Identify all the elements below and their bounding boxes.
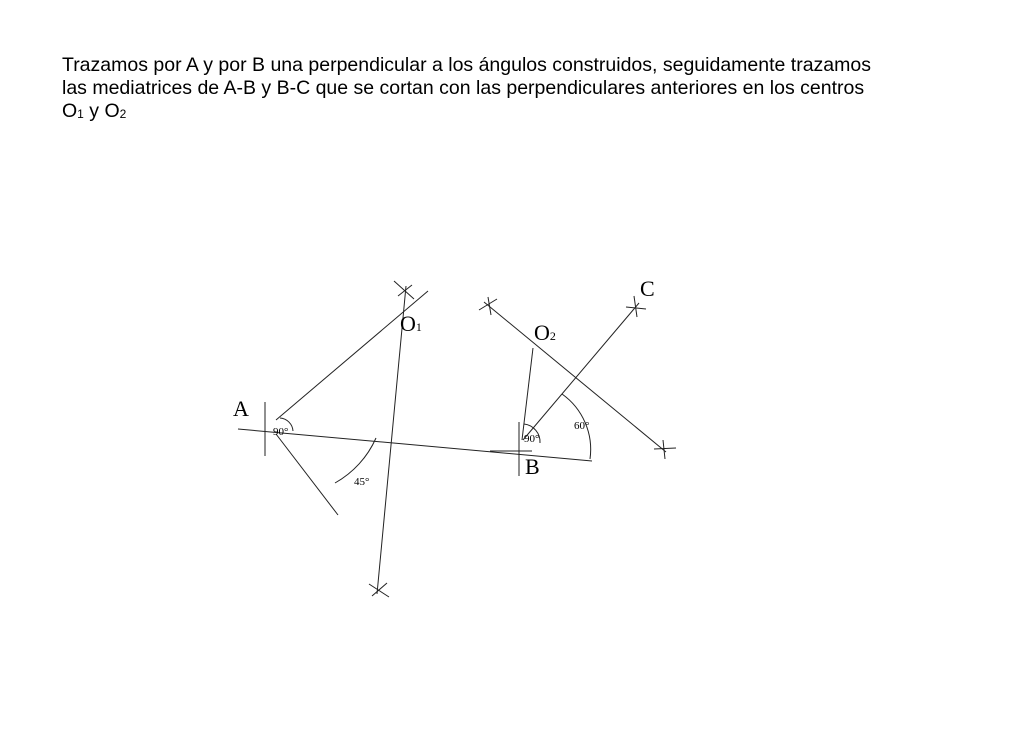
label-o2-subscript: 2 xyxy=(549,329,556,343)
angle-label-b-90: 90° xyxy=(524,433,540,445)
label-o1-subscript: 1 xyxy=(415,320,422,334)
bisector-bc-bottom-cross-1 xyxy=(654,448,676,449)
label-b: B xyxy=(525,454,540,479)
bisector-bc-top-cross-1 xyxy=(479,299,497,310)
o2-subscript: 2 xyxy=(119,107,127,121)
o1-subscript: 1 xyxy=(77,107,84,121)
label-o2-letter: O xyxy=(534,320,550,345)
o1-letter: O xyxy=(62,100,78,122)
bisector-ab-top-cross-1 xyxy=(394,281,414,299)
instruction-line-2: las mediatrices de A-B y B-C que se cortan con las perpendiculares anteriores en los centros xyxy=(62,77,865,99)
angle-label-45: 45° xyxy=(354,476,370,488)
label-o1 xyxy=(400,311,422,336)
label-a: A xyxy=(233,396,249,421)
angle-label-a-90: 90° xyxy=(273,426,289,438)
angle-45-line xyxy=(276,434,338,515)
label-o1-letter: O xyxy=(400,311,416,336)
angle-label-60: 60° xyxy=(574,420,590,432)
connector-text: y O xyxy=(83,100,120,122)
instruction-line-1: Trazamos por A y por B una perpendicular a los ángulos construidos, seguidamente trazamos xyxy=(62,54,871,76)
label-o2 xyxy=(534,320,556,345)
label-c: C xyxy=(640,276,655,301)
